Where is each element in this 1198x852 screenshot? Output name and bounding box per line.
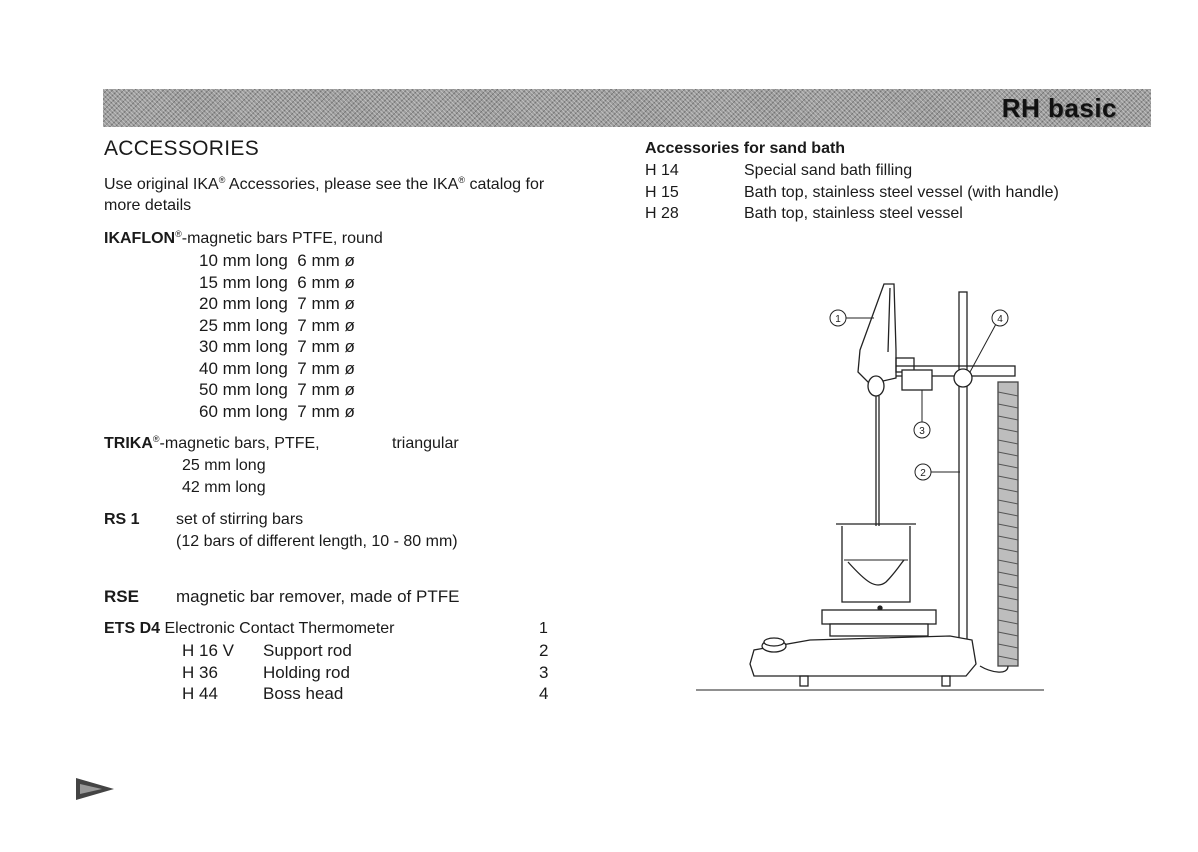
callout-label: 4 (997, 314, 1003, 325)
ikaflon-heading (104, 230, 383, 248)
callout-label: 3 (919, 426, 925, 437)
rs1-code: RS 1 (104, 511, 140, 528)
list-item: 40 mm long 7 mm ø (199, 359, 355, 378)
apparatus-drawing (690, 280, 1050, 695)
intro-text-c: catalog for (465, 176, 545, 193)
header-banner (103, 89, 1151, 127)
callout-label: 1 (835, 314, 841, 325)
beaker (842, 526, 910, 602)
ets-item-num: 4 (539, 684, 549, 703)
sand-item-desc: Bath top, stainless steel vessel (744, 205, 963, 222)
callout-label: 2 (920, 468, 926, 479)
ets-item-desc: Boss head (263, 684, 344, 703)
rse-code: RSE (104, 587, 139, 606)
clamp-block (902, 370, 932, 390)
ets-heading (104, 620, 394, 638)
intro-text-b: Accessories, please see the IKA (225, 176, 459, 193)
reg-mark: ® (152, 434, 160, 444)
page-title: ACCESSORIES (104, 137, 260, 160)
ets-item-code: H 16 V (182, 641, 234, 660)
intro-line-2: more details (104, 197, 192, 214)
intro-line-1 (104, 176, 544, 194)
foot (942, 676, 950, 686)
callout-line (970, 324, 996, 372)
thermometer-bulb (868, 376, 884, 396)
list-item: 50 mm long 7 mm ø (199, 380, 355, 399)
ets-num: 1 (539, 620, 548, 637)
ikaflon-brand: IKAFLON (104, 230, 176, 247)
sand-item-desc: Special sand bath filling (744, 162, 913, 179)
sand-item-code: H 15 (645, 184, 679, 201)
reg-mark: ® (218, 175, 226, 185)
ets-item-num: 3 (539, 663, 549, 682)
list-item: 42 mm long (182, 479, 266, 496)
ets-code: ETS D4 (104, 620, 161, 637)
intro-text-a: Use original IKA (104, 176, 219, 193)
ikaflon-desc: -magnetic bars PTFE, round (181, 230, 383, 247)
list-item: 10 mm long 6 mm ø (199, 251, 355, 270)
header-title: RH basic (1001, 93, 1117, 123)
list-item: 25 mm long 7 mm ø (199, 316, 355, 335)
sand-item-code: H 28 (645, 205, 679, 222)
foot (800, 676, 808, 686)
reg-mark: ® (458, 175, 466, 185)
ets-desc: Electronic Contact Thermometer (164, 620, 395, 637)
next-page-arrow-icon (74, 774, 116, 804)
list-item: 60 mm long 7 mm ø (199, 402, 355, 421)
rse-desc: magnetic bar remover, made of PTFE (176, 587, 460, 606)
trika-shape: triangular (392, 435, 459, 452)
reg-mark: ® (175, 229, 182, 239)
list-item: 15 mm long 6 mm ø (199, 273, 355, 292)
ets-item-num: 2 (539, 641, 549, 660)
sand-item-desc: Bath top, stainless steel vessel (with handle) (744, 184, 1059, 201)
trika-desc: -magnetic bars, PTFE, (159, 435, 320, 452)
hot-plate-base (830, 624, 928, 636)
list-item: 20 mm long 7 mm ø (199, 294, 355, 313)
hot-plate (822, 610, 936, 624)
trika-heading (104, 435, 320, 453)
cable-end (980, 666, 1008, 672)
sand-title: Accessories for sand bath (645, 140, 846, 157)
ets-item-code: H 36 (182, 663, 218, 682)
trika-brand: TRIKA (104, 435, 153, 452)
rs1-line2: (12 bars of different length, 10 - 80 mm) (176, 533, 458, 550)
list-item: 25 mm long (182, 457, 266, 474)
ets-item-desc: Holding rod (263, 663, 350, 682)
list-item: 30 mm long 7 mm ø (199, 337, 355, 356)
ets-item-code: H 44 (182, 684, 218, 703)
ets-item-desc: Support rod (263, 641, 352, 660)
boss-head (954, 369, 972, 387)
control-knob-top (764, 638, 784, 646)
rs1-line1: set of stirring bars (176, 511, 304, 528)
sand-item-code: H 14 (645, 162, 679, 179)
support-rod (959, 292, 967, 642)
